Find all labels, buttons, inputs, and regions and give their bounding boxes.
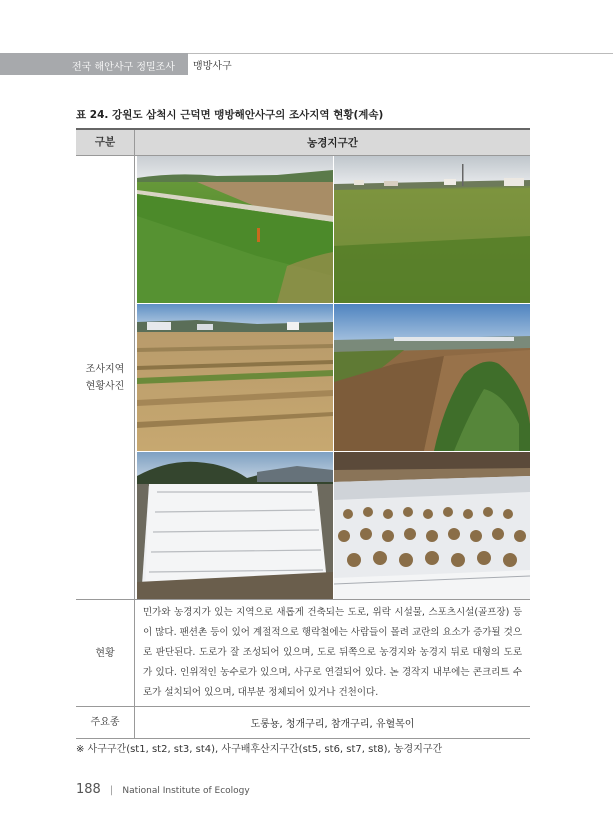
chapter-title: 맹방사구 — [193, 61, 232, 72]
header-label-cell: 구분 — [76, 129, 135, 156]
header-tab — [0, 53, 188, 75]
table-caption: 표 24. 강원도 삼척시 근덕면 맹방해안사구의 조사지역 현황(계속) — [76, 109, 384, 121]
photo-snow-straw-bundles — [334, 452, 530, 599]
page-number: 188 — [76, 782, 101, 797]
species-text-cell: 도롱뇽, 청개구리, 참개구리, 유혈목이 — [135, 707, 531, 739]
header-rule — [188, 53, 613, 54]
photo-grid — [137, 156, 530, 599]
status-text-cell: 민가와 농경지가 있는 지역으로 새롭게 건축되는 도로, 위락 시설물, 스포츠시설(골프장) 등이 많다. 팬션촌 등이 있어 계절적으로 행락철에는 사람들이 몰려 교란의 요소가 증가될 것으로 판단된다. 도로가 잘 조성되어 있으며, 도로 뒤쪽으로 농경지와 농경지 뒤로 대형의 도로가 있다. 인위적인 농수로가 있으며, 사구로 연결되어 있다. 논 경작지 내부에는 콘크리트 수로가 설치되어 있으며, 대부분 정체되어 있거나 건천이다. — [135, 600, 531, 707]
photo-row — [76, 156, 530, 600]
header-value-cell: 농경지구간 — [135, 129, 531, 156]
photo-grid-cell — [135, 156, 531, 600]
survey-table — [76, 128, 530, 739]
table-footnote: ※ 사구구간(st1, st2, st3, st4), 사구배후산지구간(st5, st6, st7, st8), 농경지구간 — [76, 744, 443, 755]
status-label-cell: 현황 — [76, 600, 135, 707]
photo-label-line1: 조사지역 — [85, 363, 125, 375]
footer-separator: | — [109, 785, 114, 796]
section-title: 전국 해안사구 정밀조사 — [72, 62, 175, 73]
running-header — [0, 53, 613, 75]
status-row — [76, 600, 530, 707]
photo-grass-field-houses — [334, 156, 530, 303]
page-footer — [76, 778, 250, 797]
species-label-cell: 주요종 — [76, 707, 135, 739]
photo-harvest-field-plants — [334, 304, 530, 451]
photo-label-cell — [76, 156, 135, 600]
table-header-row — [76, 129, 530, 156]
photo-snow-field-hills — [137, 452, 333, 599]
species-row — [76, 707, 530, 739]
institute-name: National Institute of Ecology — [122, 786, 250, 796]
photo-label-line2: 현황사진 — [85, 380, 125, 392]
photo-green-field-road — [137, 156, 333, 303]
photo-straw-field-greenhouses — [137, 304, 333, 451]
